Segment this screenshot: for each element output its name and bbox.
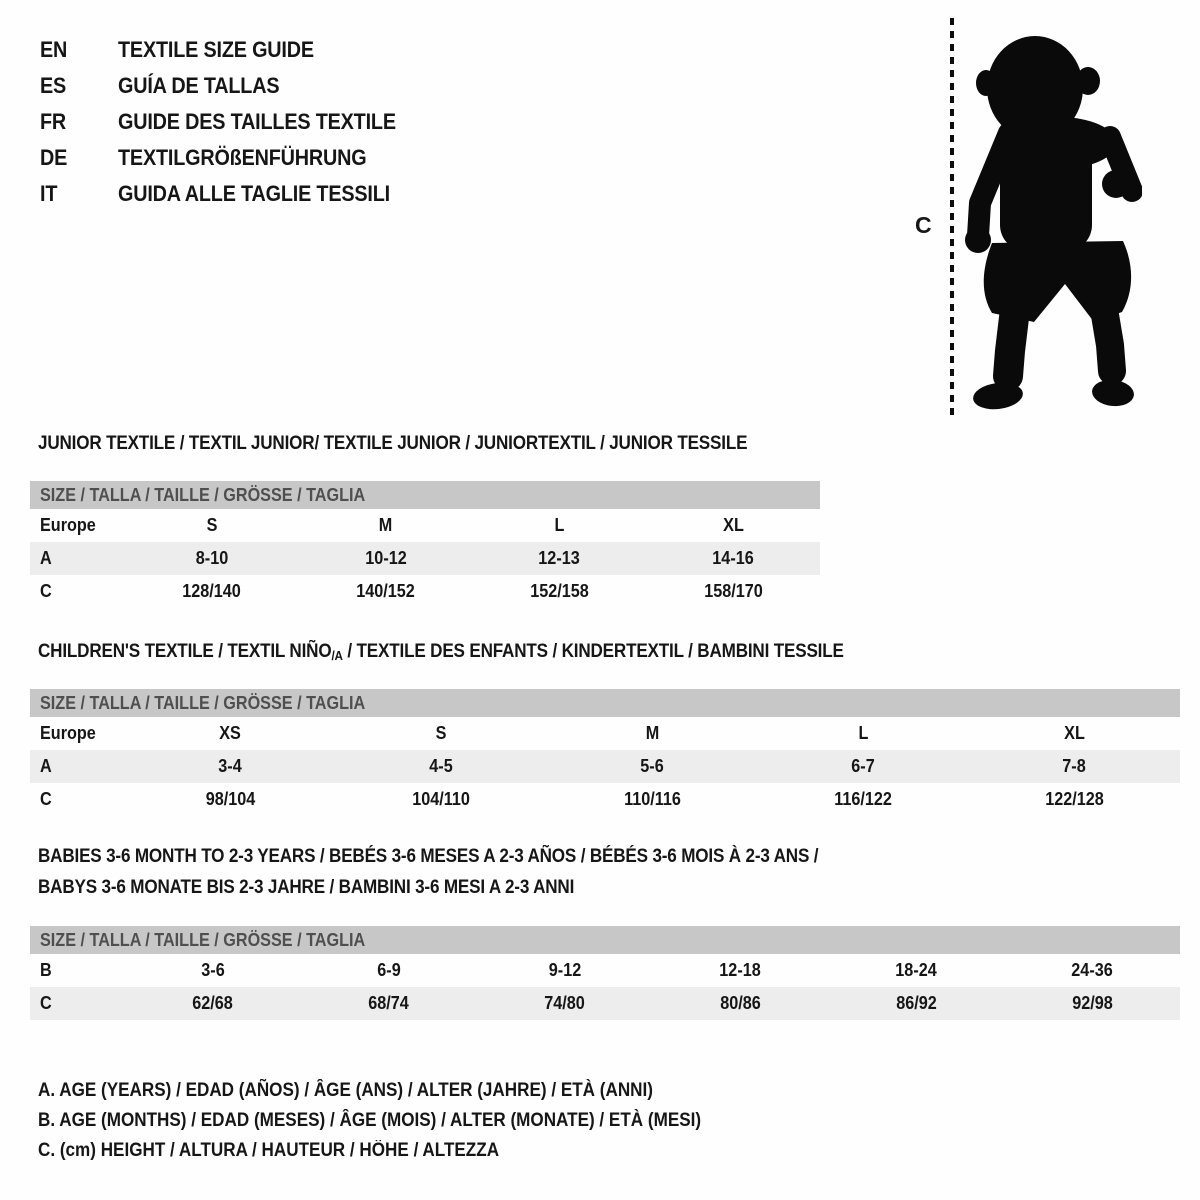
guide-title-de: TEXTILGRÖßENFÜHRUNG xyxy=(118,145,367,170)
age-cell: 24-36 xyxy=(1071,960,1113,980)
height-cell: 74/80 xyxy=(544,993,585,1013)
size-cell: M xyxy=(645,723,660,743)
size-header-bar xyxy=(30,926,1180,954)
age-cell: 10-12 xyxy=(364,548,407,568)
height-cell: 104/110 xyxy=(412,789,471,809)
babies-size-table xyxy=(30,926,1180,1020)
height-cell: 128/140 xyxy=(182,581,242,601)
row-label: C xyxy=(40,789,52,809)
size-cell: L xyxy=(554,515,565,535)
age-cell: 12-18 xyxy=(719,960,762,980)
language-row-es xyxy=(40,68,427,104)
junior-section-title xyxy=(38,433,826,455)
table-row xyxy=(30,575,820,608)
table-row xyxy=(30,509,820,542)
legend-line-a-text: A. AGE (YEARS) / EDAD (AÑOS) / ÂGE (ANS) / ALTER (JAHRE) / ETÀ (ANNI) xyxy=(38,1080,653,1101)
table-row xyxy=(30,717,1180,750)
size-cell: L xyxy=(858,723,869,743)
language-row-fr xyxy=(40,104,427,140)
age-cell: 4-5 xyxy=(429,756,454,776)
height-cell: 110/116 xyxy=(624,789,681,809)
size-header-label: SIZE / TALLA / TAILLE / GRÖSSE / TAGLIA xyxy=(40,930,366,950)
language-code: EN xyxy=(40,37,68,62)
guide-title-it: GUIDA ALLE TAGLIE TESSILI xyxy=(118,181,390,206)
size-cell: S xyxy=(436,723,447,743)
language-row-en xyxy=(40,32,427,68)
height-cell: 122/128 xyxy=(1045,789,1104,809)
row-label: A xyxy=(40,548,52,568)
legend xyxy=(38,1076,775,1166)
legend-line-a xyxy=(38,1076,775,1106)
babies-section-title xyxy=(38,841,905,903)
guide-title-es: GUÍA DE TALLAS xyxy=(118,73,280,98)
table-row xyxy=(30,954,1180,987)
legend-line-c xyxy=(38,1136,775,1166)
size-cell: XS xyxy=(219,723,242,743)
table-row xyxy=(30,750,1180,783)
guide-title-en: TEXTILE SIZE GUIDE xyxy=(118,37,314,62)
size-cell: S xyxy=(206,515,218,535)
row-label: C xyxy=(40,581,52,601)
size-header-label: SIZE / TALLA / TAILLE / GRÖSSE / TAGLIA xyxy=(40,693,366,713)
table-row xyxy=(30,783,1180,816)
row-label: Europe xyxy=(40,723,96,743)
height-cell: 116/122 xyxy=(834,789,893,809)
age-cell: 18-24 xyxy=(895,960,937,980)
height-cell: 152/158 xyxy=(530,581,589,601)
age-cell: 14-16 xyxy=(712,548,754,568)
height-cell: 98/104 xyxy=(205,789,256,809)
age-cell: 6-7 xyxy=(851,756,876,776)
language-code: FR xyxy=(40,109,67,134)
age-cell: 5-6 xyxy=(640,756,665,776)
babies-title-line2: BABYS 3-6 MONATE BIS 2-3 JAHRE / BAMBINI 3-6 MESI A 2-3 ANNI xyxy=(38,877,575,898)
legend-line-c-text: C. (cm) HEIGHT / ALTURA / HAUTEUR / HÖHE / ALTEZZA xyxy=(38,1140,500,1161)
size-header-bar xyxy=(30,689,1180,717)
size-header-label: SIZE / TALLA / TAILLE / GRÖSSE / TAGLIA xyxy=(40,485,366,505)
legend-line-b xyxy=(38,1106,775,1136)
height-cell: 158/170 xyxy=(703,581,763,601)
language-title-list xyxy=(40,32,427,212)
legend-line-b-text: B. AGE (MONTHS) / EDAD (MESES) / ÂGE (MOIS) / ALTER (MONATE) / ETÀ (MESI) xyxy=(38,1110,702,1131)
age-cell: 8-10 xyxy=(195,548,229,568)
language-code: ES xyxy=(40,73,67,98)
table-row xyxy=(30,987,1180,1020)
row-label: B xyxy=(40,960,52,980)
height-cell: 68/74 xyxy=(368,993,410,1013)
age-cell: 3-4 xyxy=(218,756,243,776)
age-cell: 12-13 xyxy=(538,548,581,568)
children-section-title-text xyxy=(38,641,844,663)
children-title-rest: / TEXTILE DES ENFANTS / KINDERTEXTIL / BAMBINI TESSILE xyxy=(342,641,844,662)
size-cell: XL xyxy=(722,515,744,535)
row-label: C xyxy=(40,993,52,1013)
size-cell: XL xyxy=(1064,723,1085,743)
height-cell: 62/68 xyxy=(192,993,234,1013)
guide-title-fr: GUIDE DES TAILLES TEXTILE xyxy=(118,109,396,134)
language-row-de xyxy=(40,140,427,176)
age-cell: 7-8 xyxy=(1062,756,1087,776)
height-cell: 140/152 xyxy=(356,581,415,601)
children-size-table xyxy=(30,689,1180,816)
language-code: IT xyxy=(40,181,58,206)
age-cell: 9-12 xyxy=(548,960,581,980)
height-measure-dashed-line xyxy=(950,18,954,415)
size-header-bar xyxy=(30,481,820,509)
junior-section-title-text: JUNIOR TEXTILE / TEXTIL JUNIOR/ TEXTILE JUNIOR / JUNIORTEXTIL / JUNIOR TESSILE xyxy=(38,433,748,454)
age-cell: 6-9 xyxy=(377,960,401,980)
row-label: Europe xyxy=(40,515,96,535)
babies-title-line1: BABIES 3-6 MONTH TO 2-3 YEARS / BEBÉS 3-6 MESES A 2-3 AÑOS / BÉBÉS 3-6 MOIS À 2-3 ANS / xyxy=(38,846,819,867)
table-row xyxy=(30,542,820,575)
height-cell: 92/98 xyxy=(1071,993,1113,1013)
height-cell: 86/92 xyxy=(895,993,937,1013)
size-cell: M xyxy=(378,515,393,535)
language-row-it xyxy=(40,176,427,212)
row-label: A xyxy=(40,756,52,776)
children-title-main: CHILDREN'S TEXTILE / TEXTIL NIÑO xyxy=(38,641,332,662)
junior-size-table xyxy=(30,481,820,608)
toddler-silhouette-image xyxy=(964,33,1142,413)
height-measure-label: C xyxy=(915,212,932,238)
height-cell: 80/86 xyxy=(720,993,761,1013)
age-cell: 3-6 xyxy=(201,960,225,980)
language-code: DE xyxy=(40,145,68,170)
children-section-title xyxy=(38,641,933,663)
children-title-subscript: /A xyxy=(331,648,343,663)
